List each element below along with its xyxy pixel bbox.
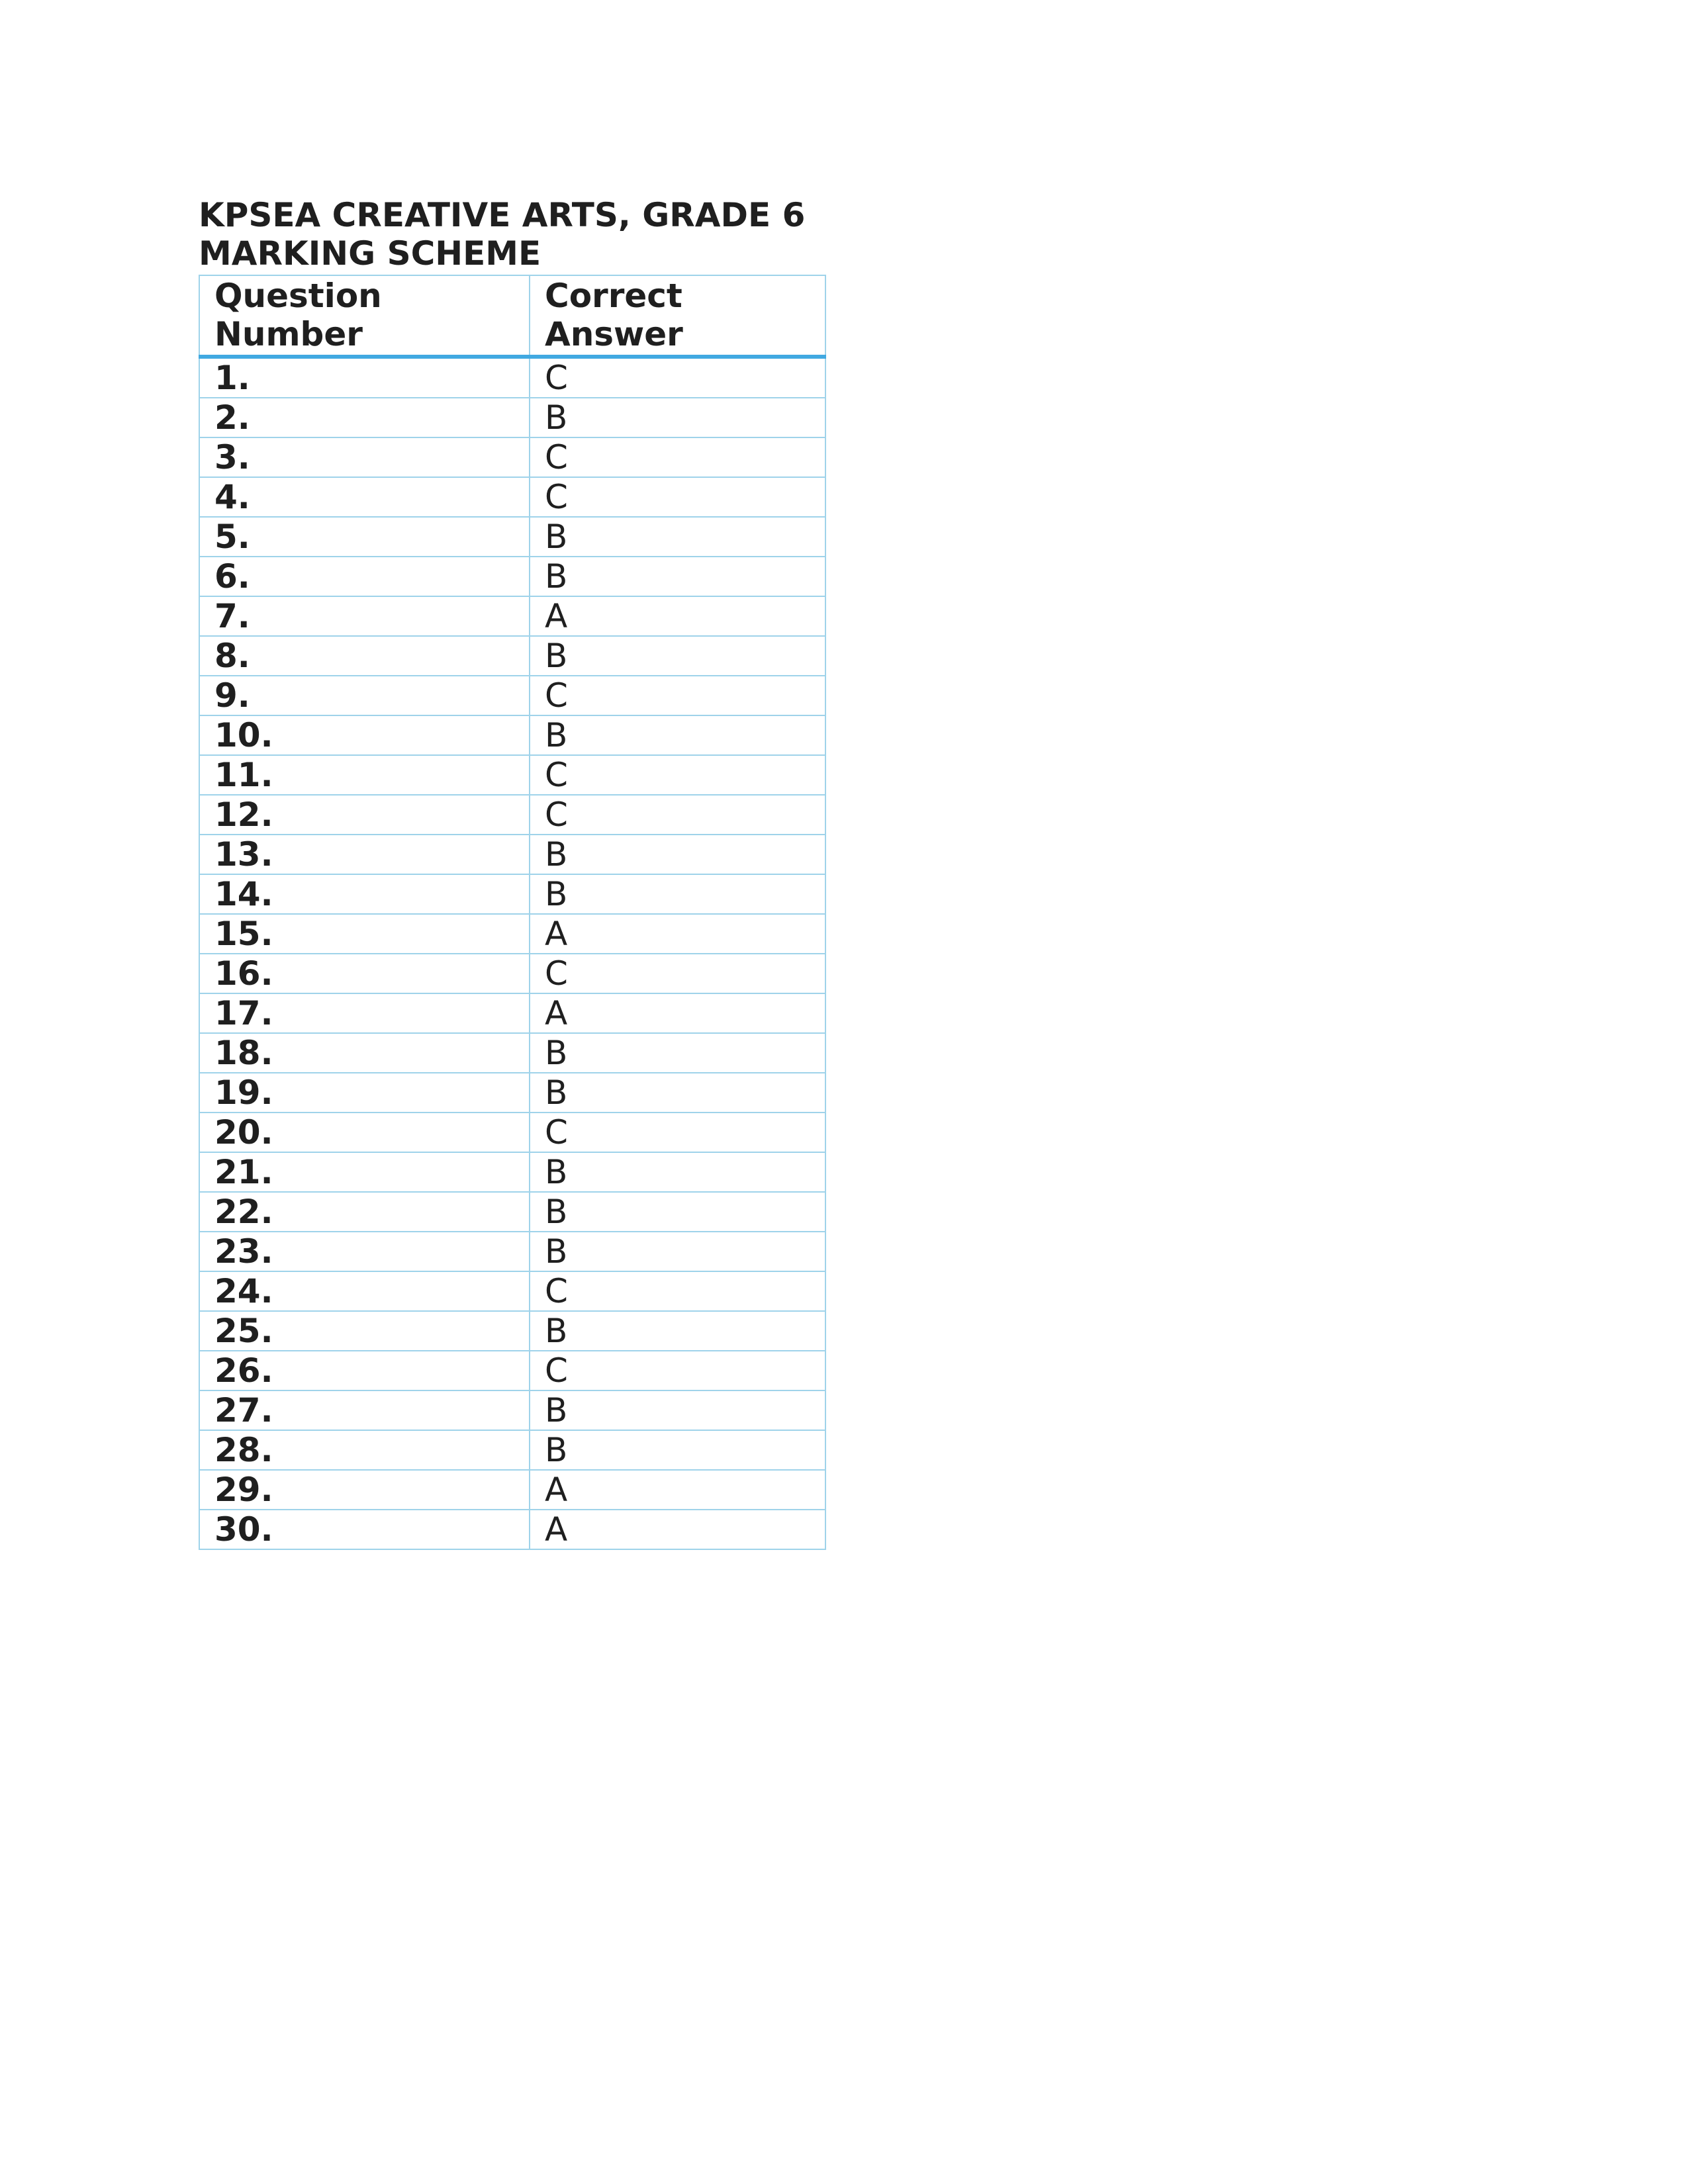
table-row (199, 1271, 825, 1311)
correct-answer-cell: C (530, 1351, 825, 1390)
correct-answer-cell: B (530, 1152, 825, 1192)
table-row (199, 874, 825, 914)
column-header-correct-answer (530, 275, 825, 357)
table-row (199, 636, 825, 676)
column-header-question-number (199, 275, 530, 357)
question-number-cell: 2. (199, 398, 530, 437)
table-row (199, 1152, 825, 1192)
table-row (199, 517, 825, 557)
column-header-line: Answer (545, 315, 683, 353)
question-number-cell: 21. (199, 1152, 530, 1192)
correct-answer-cell: A (530, 914, 825, 954)
correct-answer-cell: B (530, 1232, 825, 1271)
question-number-cell: 25. (199, 1311, 530, 1351)
correct-answer-cell: C (530, 477, 825, 517)
question-number-cell: 17. (199, 993, 530, 1033)
table-row (199, 1232, 825, 1271)
table-row (199, 795, 825, 835)
table-row (199, 557, 825, 596)
column-header-line: Number (214, 315, 363, 353)
correct-answer-cell: C (530, 437, 825, 477)
correct-answer-cell: B (530, 398, 825, 437)
correct-answer-cell: C (530, 954, 825, 993)
correct-answer-cell: C (530, 755, 825, 795)
question-number-cell: 4. (199, 477, 530, 517)
table-row (199, 715, 825, 755)
correct-answer-cell: C (530, 1113, 825, 1152)
question-number-cell: 13. (199, 835, 530, 874)
page-title (199, 196, 861, 273)
correct-answer-cell: B (530, 1192, 825, 1232)
title-line-2: MARKING SCHEME (199, 234, 541, 273)
correct-answer-cell: A (530, 596, 825, 636)
title-line-1: KPSEA CREATIVE ARTS, GRADE 6 (199, 196, 806, 234)
correct-answer-cell: B (530, 1033, 825, 1073)
question-number-cell: 12. (199, 795, 530, 835)
correct-answer-cell: B (530, 1073, 825, 1113)
correct-answer-cell: B (530, 874, 825, 914)
question-number-cell: 29. (199, 1470, 530, 1510)
question-number-cell: 27. (199, 1390, 530, 1430)
table-row (199, 1113, 825, 1152)
column-header-line: Correct (545, 277, 682, 315)
table-row (199, 1311, 825, 1351)
table-row (199, 1351, 825, 1390)
table-row (199, 1192, 825, 1232)
correct-answer-cell: C (530, 357, 825, 398)
question-number-cell: 6. (199, 557, 530, 596)
correct-answer-cell: B (530, 636, 825, 676)
question-number-cell: 1. (199, 357, 530, 398)
question-number-cell: 20. (199, 1113, 530, 1152)
question-number-cell: 7. (199, 596, 530, 636)
question-number-cell: 14. (199, 874, 530, 914)
column-header-line: Question (214, 277, 382, 315)
correct-answer-cell: A (530, 993, 825, 1033)
table-row (199, 835, 825, 874)
table-body (199, 357, 825, 1549)
question-number-cell: 28. (199, 1430, 530, 1470)
correct-answer-cell: B (530, 715, 825, 755)
header-row (199, 275, 825, 357)
table-row (199, 993, 825, 1033)
correct-answer-cell: C (530, 795, 825, 835)
question-number-cell: 11. (199, 755, 530, 795)
table-row (199, 477, 825, 517)
question-number-cell: 16. (199, 954, 530, 993)
question-number-cell: 8. (199, 636, 530, 676)
question-number-cell: 15. (199, 914, 530, 954)
table-row (199, 1510, 825, 1549)
question-number-cell: 5. (199, 517, 530, 557)
table-row (199, 755, 825, 795)
table-row (199, 954, 825, 993)
table-row (199, 437, 825, 477)
question-number-cell: 19. (199, 1073, 530, 1113)
correct-answer-cell: B (530, 1390, 825, 1430)
table-row (199, 1390, 825, 1430)
table-row (199, 1033, 825, 1073)
table-header (199, 275, 825, 357)
table-row (199, 398, 825, 437)
question-number-cell: 3. (199, 437, 530, 477)
table-row (199, 1073, 825, 1113)
correct-answer-cell: A (530, 1510, 825, 1549)
table-row (199, 1470, 825, 1510)
question-number-cell: 22. (199, 1192, 530, 1232)
correct-answer-cell: B (530, 1311, 825, 1351)
question-number-cell: 23. (199, 1232, 530, 1271)
question-number-cell: 24. (199, 1271, 530, 1311)
correct-answer-cell: B (530, 557, 825, 596)
correct-answer-cell: B (530, 1430, 825, 1470)
correct-answer-cell: A (530, 1470, 825, 1510)
correct-answer-cell: C (530, 676, 825, 715)
question-number-cell: 18. (199, 1033, 530, 1073)
table-row (199, 596, 825, 636)
question-number-cell: 9. (199, 676, 530, 715)
question-number-cell: 10. (199, 715, 530, 755)
marking-scheme-table (199, 275, 826, 1550)
table-row (199, 357, 825, 398)
correct-answer-cell: C (530, 1271, 825, 1311)
table-row (199, 676, 825, 715)
correct-answer-cell: B (530, 517, 825, 557)
table-row (199, 914, 825, 954)
correct-answer-cell: B (530, 835, 825, 874)
question-number-cell: 26. (199, 1351, 530, 1390)
table-row (199, 1430, 825, 1470)
question-number-cell: 30. (199, 1510, 530, 1549)
